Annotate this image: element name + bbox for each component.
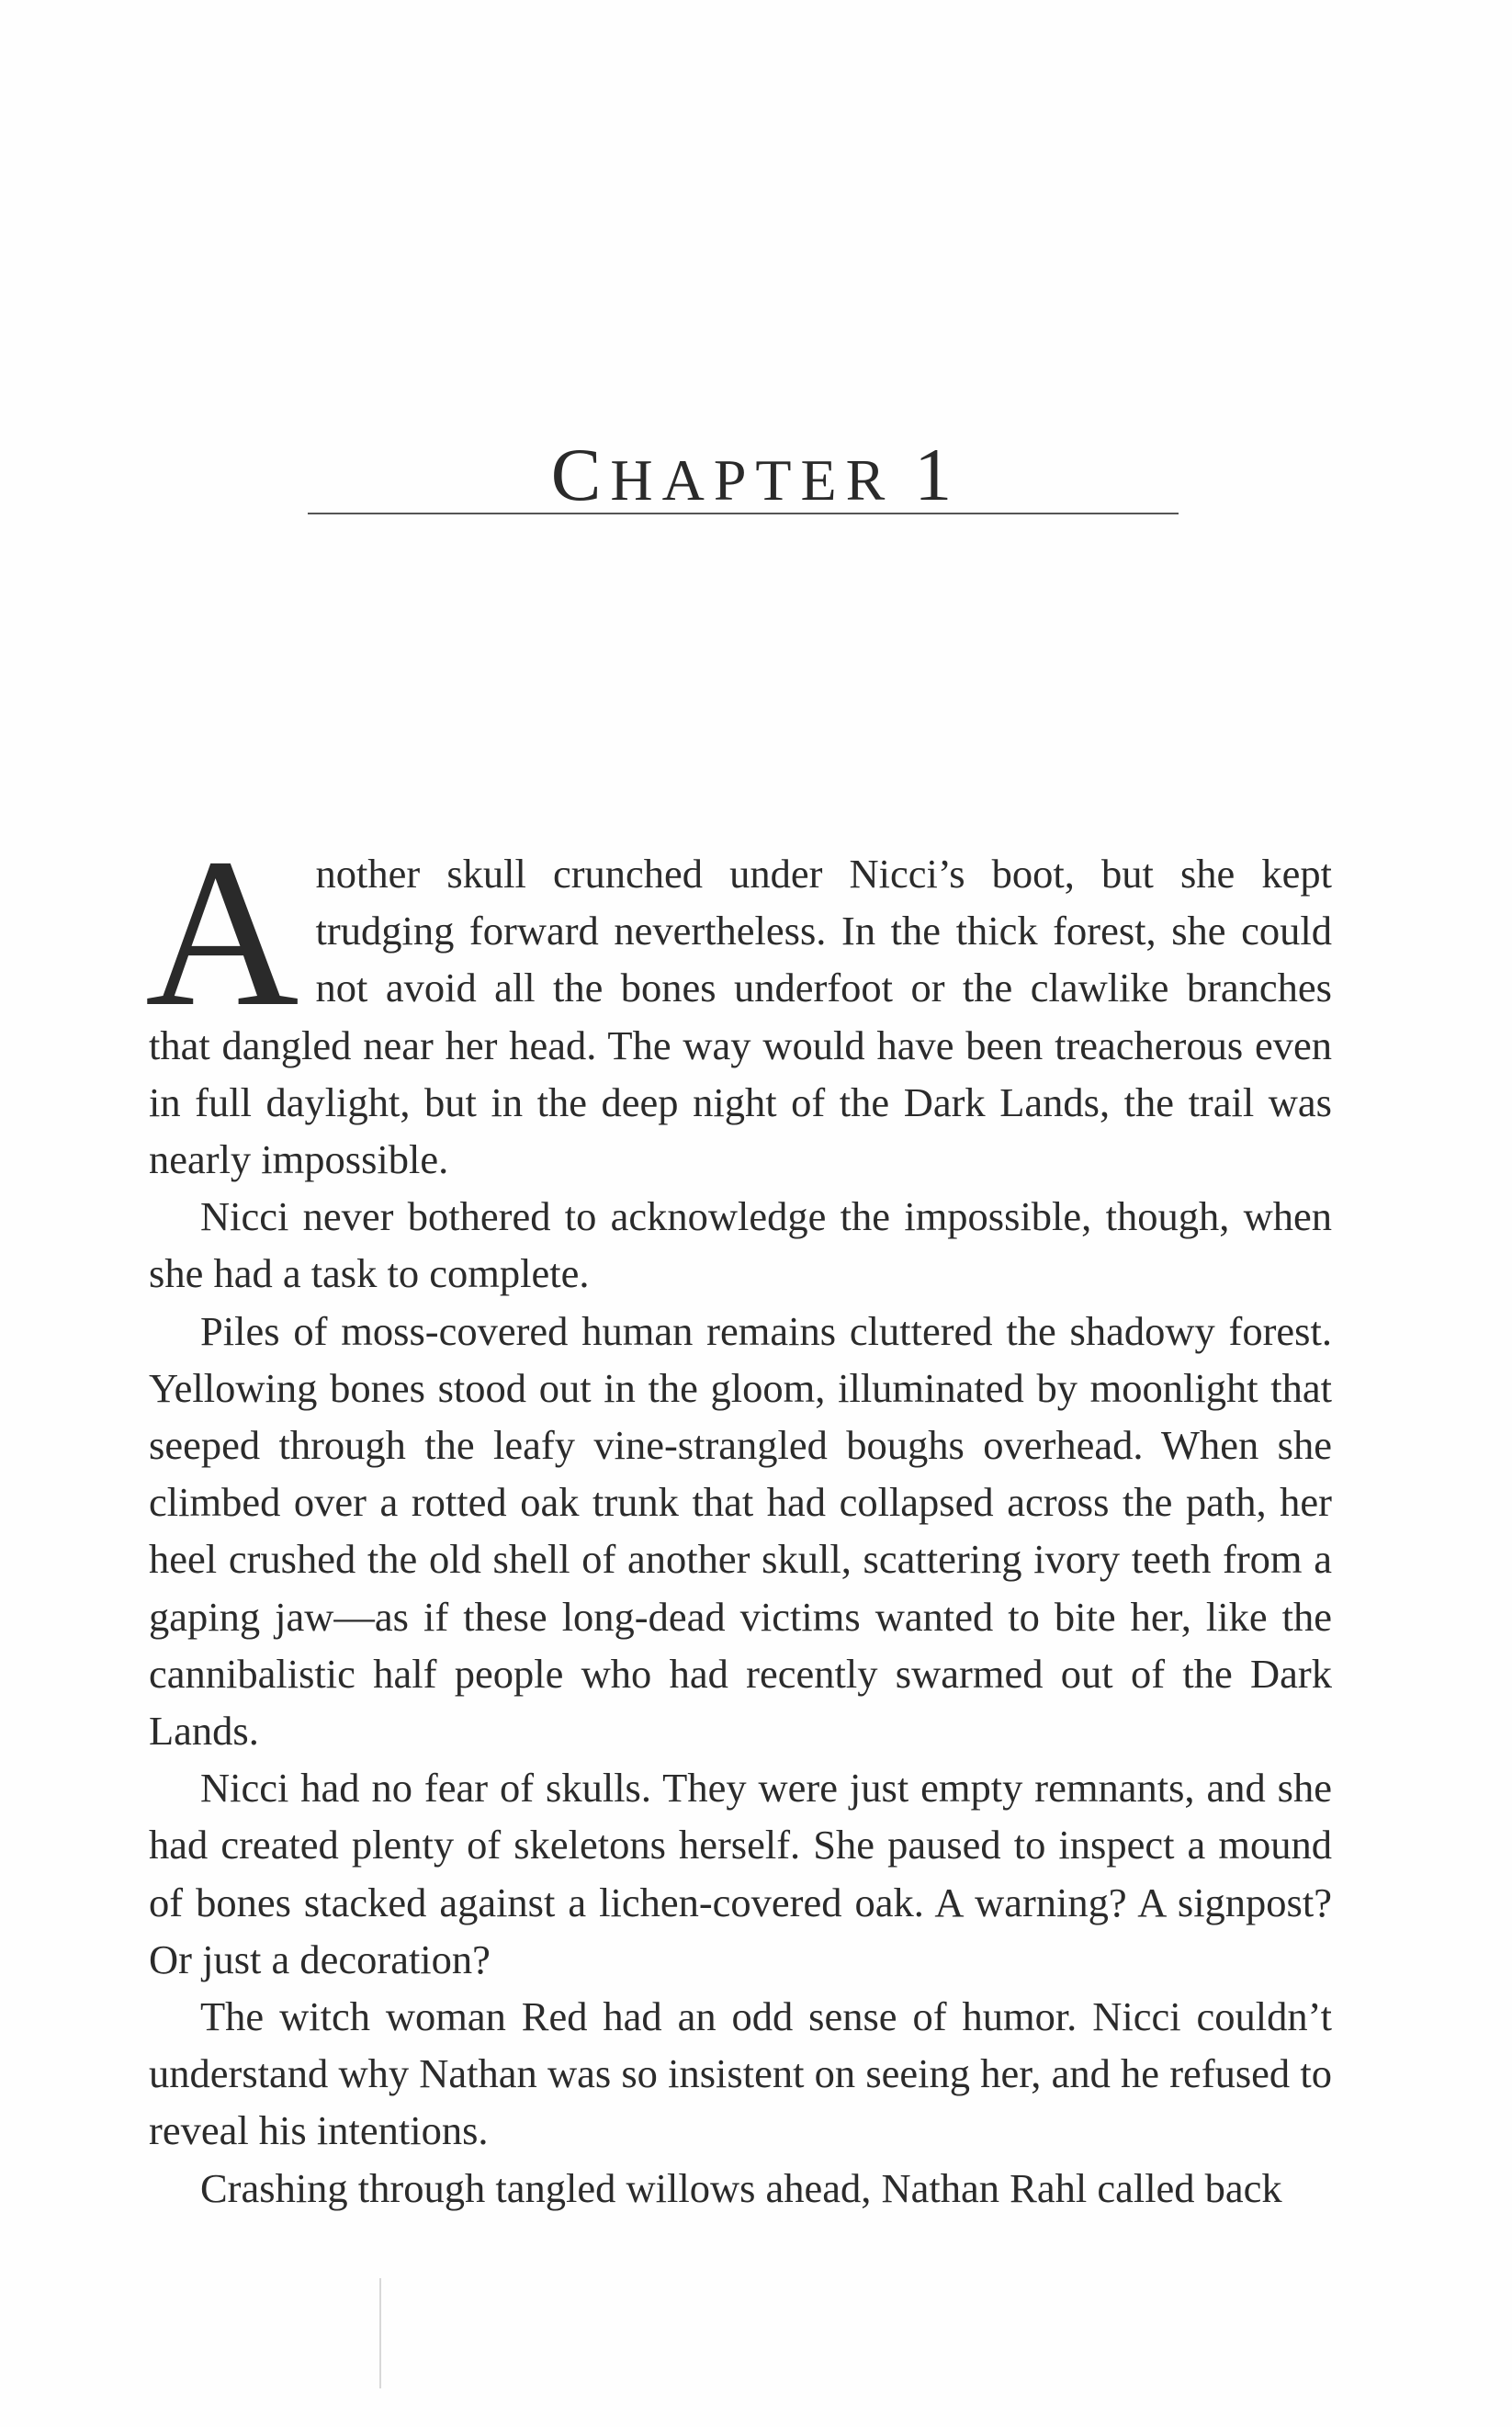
paragraph-4: Nicci had no fear of skulls. They were just empty remnants, and she had created plenty of skeletons herself. She paused to inspect a mound of bones stacked against a lichen-covered oak. A warning? A signpost? Or just a decoration?	[149, 1765, 1332, 1982]
chapter-heading	[0, 432, 1512, 518]
paragraph-2: Nicci never bothered to acknowledge the impossible, though, when she had a task to complete.	[149, 1193, 1332, 1297]
chapter-body	[145, 815, 1332, 2217]
paragraph-text: nother skull crunched under Nicci’s boot, but she kept trudging forward nevertheless. In the thick forest, she could not avoid all the bones underfoot or the clawlike branches that dangled near her head. The way would have been treacherous even in full daylight, but in the deep night of the Dark Lands, the trail was nearly impossible.	[149, 851, 1332, 1183]
chapter-word-initial: C	[550, 433, 611, 516]
paragraph-5: The witch woman Red had an odd sense of humor. Nicci couldn’t understand why Nathan was so insistent on seeing her, and he refused to reveal his intentions.	[149, 1993, 1332, 2154]
scan-artifact	[379, 2278, 384, 2388]
paragraph-3: Piles of moss-covered human remains cluttered the shadowy forest. Yellowing bones stood out in the gloom, illuminated by moonlight that seeped through the leafy vine-strangled boughs overhead. When she climbed over a rotted oak trunk that had collapsed across the path, her heel crushed the old shell of another skull, scattering ivory teeth from a gaping jaw—as if these long-dead victims wanted to bite her, like the cannibalistic half people who had recently swarmed out of the Dark Lands.	[149, 1307, 1332, 1755]
chapter-divider	[308, 513, 1179, 514]
drop-cap: A	[145, 815, 299, 1051]
chapter-number: 1	[914, 433, 962, 516]
paragraph-1	[145, 815, 1332, 1188]
paragraph-6: Crashing through tangled willows ahead, Nathan Rahl called back	[200, 2164, 1282, 2211]
chapter-word-rest: HAPTER	[610, 447, 895, 513]
